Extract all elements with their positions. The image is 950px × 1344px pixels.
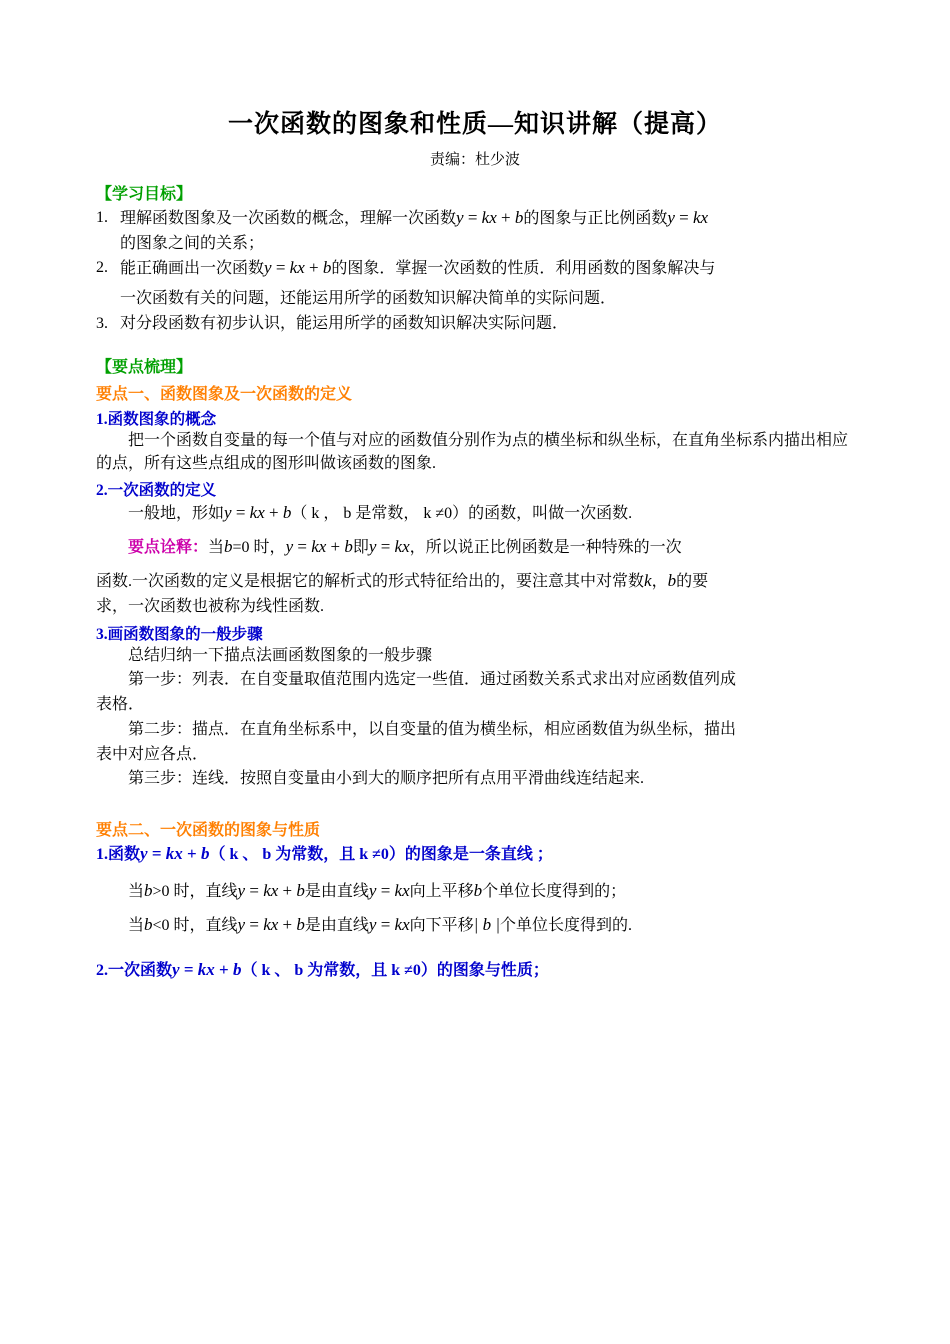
math-symbol-b: b xyxy=(667,571,677,590)
text-fragment: （ k 、 b 为常数，且 k ≠0）的图象是一条直线 ； xyxy=(209,846,553,864)
paragraph-note-explanation xyxy=(96,534,854,560)
text-fragment: （ k ， b 是常数， k ≠0）的函数，叫做一次函数. xyxy=(291,505,633,523)
list-item-text: 对分段函数有初步认识，能运用所学的函数知识解决实际问题． xyxy=(120,314,569,332)
text-fragment: 的图象与正比例函数 xyxy=(523,210,668,227)
math-symbol-b: b xyxy=(224,537,233,556)
list-item xyxy=(96,312,854,335)
list-item-continuation xyxy=(96,287,854,310)
text-fragment: 向上平移 xyxy=(409,882,474,900)
list-item xyxy=(96,206,854,231)
paragraph-steps-lead: 总结归纳一下描点法画函数图象的一般步骤 xyxy=(128,646,433,664)
list-item-text xyxy=(120,256,854,281)
paragraph-step-2: 第二步：描点．在直角坐标系中，以自变量的值为横坐标，相应函数值为纵坐标，描出 xyxy=(128,720,737,738)
spacer xyxy=(96,336,854,350)
math-expression: y = kx + b xyxy=(172,959,242,979)
math-expression: y = kx + b xyxy=(456,208,524,227)
text-fragment: 是由直线 xyxy=(304,917,369,935)
math-expression: y = kx + b xyxy=(140,844,210,864)
math-symbol-b: b xyxy=(473,880,483,900)
paragraph-shift-up xyxy=(96,875,854,907)
math-expression: y = kx xyxy=(368,880,410,900)
math-symbol-b: b xyxy=(144,880,153,900)
text-fragment: 函数.一次函数的定义是根据它的解析式的形式特征给出的，要注意其中对常数 xyxy=(96,573,645,590)
text-fragment: 当 xyxy=(128,882,145,900)
section-heading-outline: 【要点梳理】 xyxy=(96,358,193,376)
text-fragment: 理解函数图象及一次函数的概念，理解一次函数 xyxy=(120,210,457,227)
heading-drawing-steps: 3.画函数图象的一般步骤 xyxy=(96,625,263,643)
text-fragment: 即 xyxy=(352,539,369,556)
paragraph-point2-item1 xyxy=(96,842,854,867)
list-item-text: 一次函数有关的问题，还能运用所学的函数知识解决简单的实际问题． xyxy=(120,290,617,308)
paragraph-step-1: 第一步：列表．在自变量取值范围内选定一些值．通过函数关系式求出对应函数值列成 xyxy=(128,671,737,689)
math-expression: y = kx + b xyxy=(285,537,353,556)
math-symbol-k: k xyxy=(644,571,652,590)
paragraph-step-2-cont: 表中对应各点． xyxy=(96,745,209,763)
heading-function-graph-concept: 1.函数图象的概念 xyxy=(96,410,217,428)
list-item-number: 2. xyxy=(96,258,108,276)
spacer xyxy=(96,944,854,958)
page-title: 一次函数的图象和性质—知识讲解（提高） xyxy=(227,111,722,138)
list-item-number: 3. xyxy=(96,314,108,332)
math-expression: y = kx + b xyxy=(264,257,332,277)
spacer xyxy=(96,287,120,310)
text-fragment: ， xyxy=(651,573,668,590)
text-fragment: 当 xyxy=(208,539,225,556)
math-expression: y = kx xyxy=(368,915,410,935)
list-item-text xyxy=(120,206,854,231)
objectives-list xyxy=(96,206,854,335)
math-expression: y = kx xyxy=(667,208,709,227)
list-item xyxy=(96,256,854,281)
text-fragment: 向下平移 xyxy=(409,917,474,935)
paragraph-note-line2 xyxy=(96,568,854,594)
subsection-heading-point1: 要点一、函数图象及一次函数的定义 xyxy=(96,385,353,403)
paragraph-step-1-cont: 表格． xyxy=(96,696,145,714)
text-fragment: 能正确画出一次函数 xyxy=(120,259,265,277)
math-symbol-b: b xyxy=(144,915,153,935)
text-fragment: 的图象．掌握一次函数的性质．利用函数的图象解决与 xyxy=(331,259,716,277)
text-fragment: 一般地，形如 xyxy=(128,505,225,523)
math-expression: y = kx + b xyxy=(237,915,305,935)
text-fragment: <0 时，直线 xyxy=(152,917,238,935)
paragraph-note-line3: 求，一次函数也被称为线性函数. xyxy=(96,598,325,615)
list-item-text: 的图象之间的关系； xyxy=(120,234,265,252)
math-expression: y = kx xyxy=(368,537,410,556)
text-fragment: =0 时， xyxy=(232,539,286,556)
text-fragment: 是由直线 xyxy=(304,882,369,900)
paragraph-function-graph-concept: 把一个函数自变量的每一个值与对应的函数值分别作为点的横坐标和纵坐标，在直角坐标系内描出相应的点，所有这些点组成的图形叫做该函数的图象. xyxy=(96,431,849,472)
text-fragment: 的要 xyxy=(676,573,709,590)
math-abs-b: | b | xyxy=(473,915,500,935)
list-item-number: 1. xyxy=(96,209,108,226)
text-fragment: （ k 、 b 为常数，且 k ≠0）的图象与性质； xyxy=(241,961,549,979)
text-fragment: 个单位长度得到的. xyxy=(500,917,633,935)
heading-linear-function-definition: 2.一次函数的定义 xyxy=(96,482,217,500)
note-label: 要点诠释： xyxy=(128,539,209,556)
text-fragment: 2.一次函数 xyxy=(96,961,173,979)
paragraph-step-3: 第三步：连线．按照自变量由小到大的顺序把所有点用平滑曲线连结起来. xyxy=(128,770,645,788)
text-fragment: 1.函数 xyxy=(96,846,141,864)
text-fragment: >0 时，直线 xyxy=(152,882,238,900)
list-item-continuation xyxy=(96,232,854,255)
paragraph-shift-down xyxy=(96,909,854,941)
text-fragment: ，所以说正比例函数是一种特殊的一次 xyxy=(409,539,682,556)
byline: 责编：杜少波 xyxy=(429,152,520,168)
spacer xyxy=(96,793,854,813)
paragraph-linear-function-definition xyxy=(96,501,854,526)
paragraph-point2-item2 xyxy=(96,958,854,983)
subsection-heading-point2: 要点二、一次函数的图象与性质 xyxy=(96,822,321,840)
text-fragment: 当 xyxy=(128,917,145,935)
text-fragment: 个单位长度得到的； xyxy=(482,882,627,900)
math-expression: y = kx + b xyxy=(224,503,292,523)
math-expression: y = kx + b xyxy=(237,880,305,900)
spacer xyxy=(96,232,120,255)
section-heading-objectives: 【学习目标】 xyxy=(96,186,193,203)
